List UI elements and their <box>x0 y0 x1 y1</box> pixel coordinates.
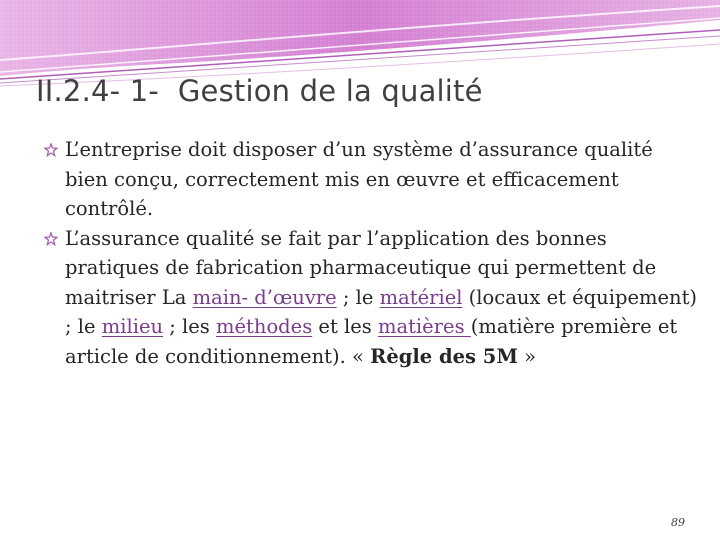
bullet-text: et les <box>312 315 378 338</box>
term-matieres: matières <box>377 315 471 338</box>
star-bullet-icon <box>44 232 58 246</box>
bullet-text: » <box>517 344 537 368</box>
term-methodes: méthodes <box>216 315 313 338</box>
bullet-text: L’entreprise doit disposer d’un système d’assurance qualité bien conçu, correctement mis en œuvre et efficacement contrôlé. <box>65 138 653 220</box>
rule-label: Règle des 5M <box>370 344 518 368</box>
slide-body <box>44 135 699 371</box>
page-number: 89 <box>671 516 685 529</box>
bullet-text: ; les <box>163 315 217 338</box>
bullet-text: ; le <box>336 285 380 309</box>
star-bullet-icon <box>44 143 58 157</box>
bullet-text: L’assurance qualité se fait par l’application des bonnes pratiques de fabrication pharmaceutique qui permettent de maitriser La <box>65 226 657 309</box>
slide-title: II.2.4- 1- Gestion de la qualité <box>36 74 483 108</box>
term-main-doeuvre: main- d’œuvre <box>192 285 337 309</box>
term-milieu: milieu <box>101 315 164 338</box>
bullet-text: (matière première et article de conditionnement). « <box>65 315 678 368</box>
bullet-item <box>44 224 699 372</box>
bullet-item <box>44 135 699 224</box>
bullet-text: (locaux et équipement) ; le <box>65 285 698 338</box>
term-materiel: matériel <box>379 285 463 309</box>
